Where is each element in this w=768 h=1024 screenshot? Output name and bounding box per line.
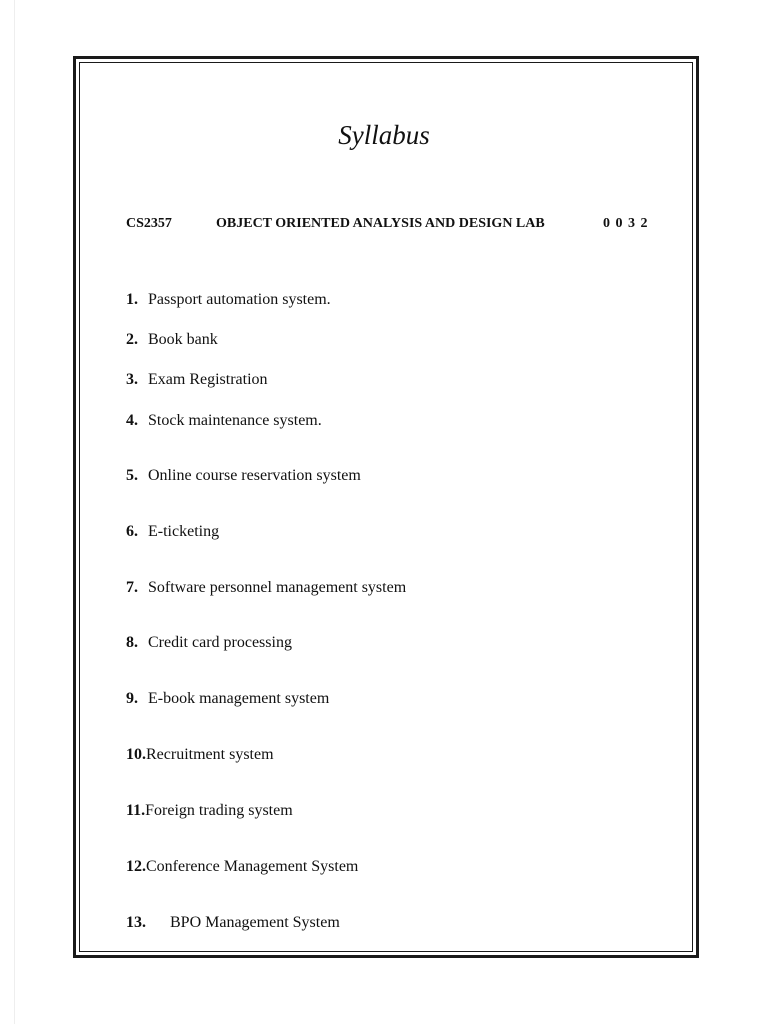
list-item [126, 370, 268, 390]
list-item [126, 578, 406, 598]
course-credits: 0 0 3 2 [603, 216, 648, 231]
list-item [126, 857, 358, 877]
item-text: Conference Management System [146, 858, 359, 875]
item-text: Online course reservation system [148, 467, 361, 484]
item-number: 1. [126, 291, 138, 308]
item-text: E-book management system [148, 690, 330, 707]
item-text: E-ticketing [148, 523, 220, 540]
list-item [126, 689, 329, 709]
item-text: Book bank [148, 331, 218, 348]
list-item [126, 330, 218, 350]
list-item [126, 411, 322, 431]
page-edge-line [14, 0, 15, 1024]
list-item [126, 801, 293, 821]
item-text: BPO Management System [170, 914, 340, 931]
item-number: 12. [126, 858, 146, 875]
item-text: Stock maintenance system. [148, 412, 322, 429]
course-code: CS2357 [126, 216, 172, 231]
list-item [126, 522, 219, 542]
item-text: Credit card processing [148, 634, 292, 651]
item-number: 2. [126, 331, 138, 348]
item-number: 10. [126, 746, 146, 763]
syllabus-list [126, 0, 666, 1000]
item-number: 9. [126, 690, 138, 707]
item-number: 4. [126, 412, 138, 429]
item-text: Passport automation system. [148, 291, 331, 308]
item-text: Foreign trading system [145, 802, 293, 819]
item-number: 13. [126, 914, 146, 931]
list-item [126, 290, 331, 310]
item-text: Recruitment system [146, 746, 274, 763]
item-text: Software personnel management system [148, 579, 407, 596]
item-number: 7. [126, 579, 138, 596]
course-name: OBJECT ORIENTED ANALYSIS AND DESIGN LAB [216, 216, 545, 231]
item-number: 5. [126, 467, 138, 484]
item-number: 6. [126, 523, 138, 540]
list-item [126, 633, 292, 653]
list-item [126, 913, 340, 933]
document-title: Syllabus [338, 120, 430, 150]
item-text: Exam Registration [148, 371, 268, 388]
list-item [126, 466, 361, 486]
item-number: 8. [126, 634, 138, 651]
item-number: 11. [126, 802, 146, 819]
item-number: 3. [126, 371, 138, 388]
list-item [126, 745, 274, 765]
